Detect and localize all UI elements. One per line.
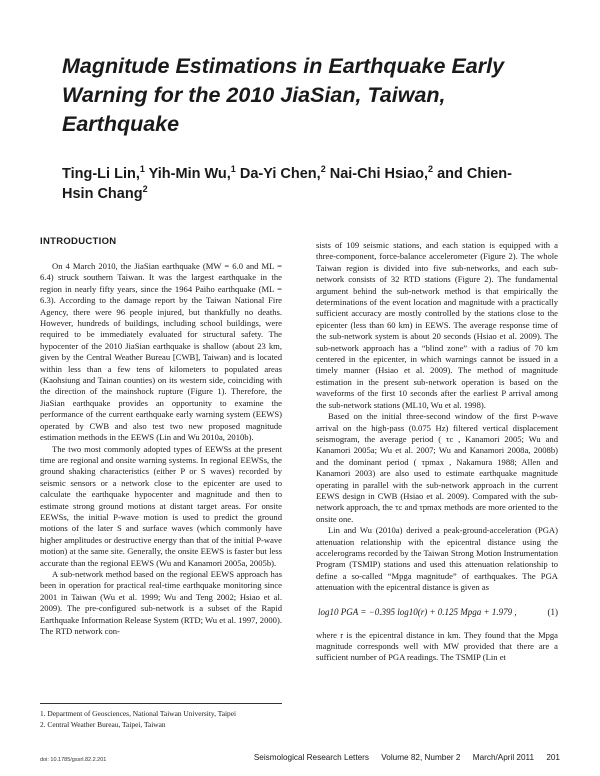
footnotes [40,708,300,730]
author-name: Da-Yi Chen, [235,166,321,182]
body-paragraph: Based on the initial three-second window of the first P-wave arrival on the high-pass (0.075 Hz) filtered vertical displacement seismogram, the average period ( τc , Kanamori 2005; Wu and Kanamori 2005a; Wu et al. 2007; Wu and Kanamori 2008a, 2008b) and the dominant period ( τpmax , Nakamura 1988; Allen and Kanamori 2003) are also used to estimate earthquake magnitude operating in parallel with the sub-network approach in the current EEWS design in CWB (Hsiao et al. 2009). Compared with the sub-network approach, the τc and τpmax methods are more oriented to the onsite one. [316,411,558,524]
right-column [316,240,558,664]
footer-journal-name: Seismological Research Letters [253,753,369,762]
body-paragraph: sists of 109 seismic stations, and each station is equipped with a three-component, force-balance accelerometer (Figure 2). The whole Taiwan region is divided into five sub-networks, and each sub-network consists of 32 RTD stations (Figure 2). The fundamental argument behind the sub-network method is that empirically the determinations of the event location and magnitude with a practically sufficient accuracy are mostly controlled by the stations close to the epicenter (less than 60 km) in EEWS. The average response time of the sub-network system is about 20 seconds (Hsiao et al. 2009). The sub-network approach has a “blind zone” with a radius of 70 km centered in the epicenter, in which warnings cannot be issued in a timely manner (Hsiao et al. 2009). The method of magnitude estimation in the present sub-network operation is based on the waveforms of the first 10 seconds after the earliest P arrival among the sub-network stations (ML10, Wu et al. 1998). [316,240,558,410]
author-name: and Chien-Hsin Chang [62,166,512,202]
footnote-divider [40,703,282,704]
author-list [62,164,542,204]
author-affiliation-mark: 2 [428,164,434,175]
author-name: Yih-Min Wu, [144,166,231,182]
footnote: 2. Central Weather Bureau, Taipei, Taiwan [40,720,166,729]
footer-page-number: 201 [546,753,560,762]
author-affiliation-mark: 1 [139,164,145,175]
body-paragraph: The two most commonly adopted types of EEWSs at the present time are regional and onsite warning systems. In regional EEWSs, the ground shaking characteristics (either P or S waves) recorded by seismic sensors or a network close to the epicenter are used to calculate the earthquake hypocenter and magnitude and then to estimate strong ground motions at distant target areas. For onsite EEWSs, the initial P-wave motion is used to predict the ground motions of the later S and surface waves (which commonly have higher amplitudes or destructive energy than that of the initial P-wave motion) at the same site. Generally, the onsite EEWS is faster but less accurate than the regional EEWS (Wu and Kanamori 2005a, 2005b). [40,443,282,568]
author-name: Nai-Chi Hsiao, [325,166,429,182]
body-paragraph: A sub-network method based on the regional EEWS approach has been in operation for practical real-time earthquake monitoring since 2001 in Taiwan (Wu et al. 1999; Wu and Teng 2002; Hsiao et al. 2009). The pre-configured sub-network is a subset of the Rapid Earthquake Information Release System (RTD; Wu et al. 1997, 2000). The RTD network con- [40,568,282,636]
equation-body: log10 PGA = −0.395 log10(r) + 0.125 Mpga + 1.979 , [318,606,517,617]
footnote: 1. Department of Geosciences, National Taiwan University, Taipei [40,709,237,718]
equation-1 [316,607,558,617]
left-column [40,236,282,637]
section-heading-introduction: INTRODUCTION [40,236,117,247]
body-paragraph: Lin and Wu (2010a) derived a peak-ground-acceleration (PGA) attenuation relationship with the epicentral distance using the accelerograms recorded by the Taiwan Strong Motion Instrumentation Program (TSMIP) stations and used this attenuation relationship to define a so-called “Mpga magnitude” of earthquakes. The PGA attenuation with the epicentral distance is given as [316,525,558,593]
body-paragraph: On 4 March 2010, the JiaSian earthquake (MW = 6.0 and ML = 6.4) struck southern Taiwan. It was the largest earthquake in the region in nearly fifty years, since the 1964 Paiho earthquake (ML = 6.3). According to the damage report by the Taiwan National Fire Agency, there were 96 people injured, but thankfully no deaths. However, hundreds of buildings, including school buildings, were required to be immediately evaluated for structural safety. The hypocenter of the 2010 JiaSian earthquake is shallow (about 23 km, given by the Central Weather Bureau [CWB], Taiwan) and is located within less than a few tens of kilometers to populated areas (Kaohsiung and Tainan counties) on its western side, coinciding with the direction of the mainshock rupture (Figure 1). Therefore, the JiaSian earthquake provides an opportunity to examine the performance of the current earthquake early warning system (EEWS) operated by CWB and also test two new proposed magnitude estimation methods in the EEWS (Lin and Wu 2010a, 2010b). [40,261,282,443]
paper-title: Magnitude Estimations in Earthquake Early Warning for the 2010 JiaSian, Taiwan, Earthquake [62,54,505,136]
equation-number: (1) [547,606,558,617]
author-affiliation-mark: 2 [320,164,326,175]
footer-date: March/April 2011 [472,753,535,762]
body-paragraph: where r is the epicentral distance in km. They found that the Mpga magnitude corresponds well with MW provided that there are a sufficient number of PGA readings. The TSMIP (Lin et [316,629,558,663]
doi-text: doi: 10.1785/gssrl.82.2.201 [40,757,107,763]
footer-volume: Volume 82, Number 2 [381,753,461,762]
author-affiliation-mark: 1 [230,164,236,175]
page-footer [220,753,560,762]
author-name: Ting-Li Lin, [62,166,140,182]
author-affiliation-mark: 2 [142,184,148,195]
